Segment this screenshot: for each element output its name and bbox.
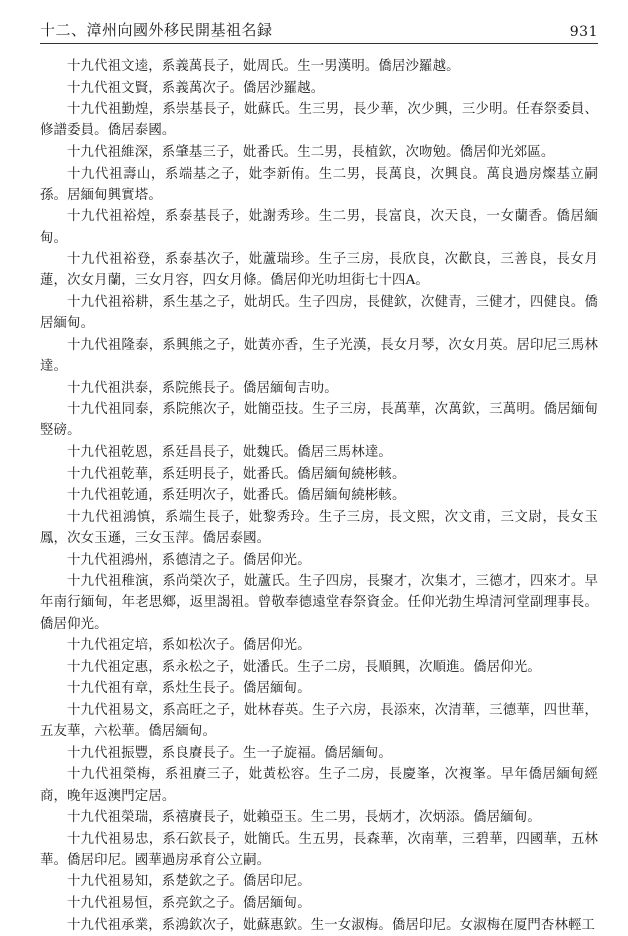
section-title: 十二、漳州向國外移民開基祖名録 xyxy=(40,21,273,39)
entry-paragraph: 十九代祖振豐，系良賡長子。生一子旋福。僑居緬甸。 xyxy=(67,745,392,761)
entry-paragraph: 十九代祖乾恩，系廷昌長子，妣魏氏。僑居三馬林達。 xyxy=(67,444,392,460)
entry-paragraph: 十九代祖乾華，系廷明長子，妣番氏。僑居緬甸繞彬輆。 xyxy=(67,466,406,482)
entry-paragraph: 十九代祖維深，系肇基三子，妣番氏。生二男，長植欽，次吻勉。僑居仰光郊區。 xyxy=(67,144,555,160)
entry-paragraph: 十九代祖定培，系如松次子。僑居仰光。 xyxy=(67,638,311,654)
entry-paragraph: 十九代祖定惠，系永松之子，妣潘氏。生子二房，長順興，次順進。僑居仰光。 xyxy=(67,659,541,675)
entry-paragraph: 十九代祖易忠，系石欽長子，妣簡氏。生五男，長森華，次南華，三碧華，四國華，五林華。僑居印尼。國華過房承育公立嗣。 xyxy=(40,831,598,868)
entry-paragraph: 十九代祖易知，系楚欽之子。僑居印尼。 xyxy=(67,874,311,890)
entry-paragraph: 十九代祖壽山，系端基之子，妣李新侑。生二男，長萬良，次興良。萬良過房燦基立嗣孫。居緬甸興實塔。 xyxy=(40,166,598,203)
entry-paragraph: 十九代祖稚演，系尚榮次子，妣蘆氏。生子四房，長聚才，次集才，三德才，四來才。早年南行緬甸，年老思鄉，返里謁祖。曾敬奉德遠堂春祭資金。任仰光勃生埠清河堂副理事長。僑居仰光。 xyxy=(40,574,598,632)
entry-paragraph: 十九代祖文賢，系義萬次子。僑居沙羅越。 xyxy=(67,80,325,96)
entry-paragraph: 十九代祖承業，系鴻欽次子，妣蘇惠欽。生一女淑梅。僑居印尼。女淑梅在厦門杏林輕工 xyxy=(67,917,596,933)
running-header xyxy=(40,14,598,40)
entry-paragraph: 十九代祖同泰，系院熊次子，妣簡亞技。生子三房，長萬華，次萬欽，三萬明。僑居緬甸竪磅。 xyxy=(40,402,598,439)
header-rule xyxy=(40,43,598,44)
entry-paragraph: 十九代祖易文，系高旺之子，妣林春英。生子六房，長添來，次清華，三德華，四世華，五友華，六松華。僑居緬甸。 xyxy=(40,702,598,740)
entry-paragraph: 十九代祖文逵，系義萬長子，妣周氏。生一男漢明。僑居沙羅越。 xyxy=(67,59,460,74)
entries-list xyxy=(40,56,598,936)
page-number: 931 xyxy=(569,24,598,40)
entry-paragraph: 十九代祖有章，系灶生長子。僑居緬甸。 xyxy=(67,681,311,697)
entry-paragraph: 十九代祖鴻慎，系端生長子，妣黎秀玲。生子三房，長文熙，次文甫，三文尉，長女玉鳳，次女玉遜，三女玉萍。僑居泰國。 xyxy=(40,509,598,546)
entry-paragraph: 十九代祖勤煌，系崇基長子，妣蘇氏。生三男，長少華，次少興，三少明。任春祭委員、修譜委員。僑居泰國。 xyxy=(40,102,598,139)
entry-paragraph: 十九代祖裕耕，系生基之子，妣胡氏。生子四房，長健欽，次健青，三健才，四健良。僑居緬甸。 xyxy=(40,294,598,332)
entry-paragraph: 十九代祖榮梅，系祖賡三子，妣黃松容。生子二房，長慶峯，次複峯。早年僑居緬甸經商，晚年返澳門定居。 xyxy=(40,767,598,804)
entry-paragraph: 十九代祖榮瑞，系禧賡長子，妣賴亞玉。生二男，長炳才，次炳添。僑居緬甸。 xyxy=(67,810,541,826)
entry-paragraph: 十九代祖裕登，系泰基次子，妣蘆瑞珍。生子三房，長欣良，次歡良，三善良，長女月蓮，次女月蘭，三女月容，四女月條。僑居仰光叻坦街七十四A。 xyxy=(40,252,598,289)
entry-paragraph: 十九代祖隆泰，系興熊之子，妣黃亦香，生子光漢，長女月琴，次女月英。居印尼三馬林達。 xyxy=(40,337,598,374)
entry-paragraph: 十九代祖鴻州，系德清之子。僑居仰光。 xyxy=(67,552,311,568)
entry-paragraph: 十九代祖乾通，系廷明次子，妣番氏。僑居緬甸繞彬輆。 xyxy=(67,488,406,504)
entry-paragraph: 十九代祖裕煌，系泰基長子，妣謝秀珍。生二男，長富良，次天良，一女蘭香。僑居緬甸。 xyxy=(40,209,598,246)
entry-paragraph: 十九代祖易恒，系亮欽之子。僑居緬甸。 xyxy=(67,896,311,912)
entry-paragraph: 十九代祖洪泰，系院熊長子。僑居緬甸吉叻。 xyxy=(67,380,338,396)
